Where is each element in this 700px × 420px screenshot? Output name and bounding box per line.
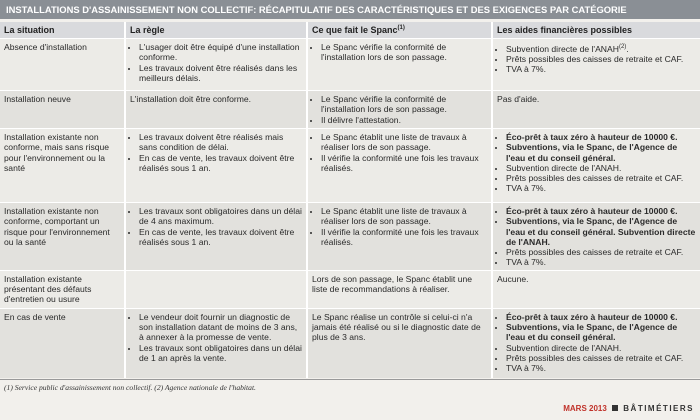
cell-aides [492, 308, 700, 378]
table-row [0, 270, 700, 308]
list-item: • Prêts possibles des caisses de retraite et CAF. [506, 247, 696, 257]
table-row [0, 39, 700, 91]
list-item: • TVA à 7%. [506, 64, 696, 74]
table-row [0, 308, 700, 378]
header-regle: La règle [125, 22, 307, 39]
square-separator-icon [612, 405, 618, 411]
list-item: • Il vérifie la conformité une fois les travaux réalisés. [321, 153, 487, 174]
cell-regle [125, 203, 307, 271]
aide-text: Subvention directe de l'ANAH [506, 43, 619, 54]
header-spanc-label: Ce que fait le Spanc [312, 25, 398, 35]
magazine-name: BÂTIMÉTIERS [623, 404, 694, 413]
cell-spanc [307, 91, 492, 129]
list-item: • Le vendeur doit fournir un diagnostic de son installation datant de moins de 3 ans, à annexer à la promesse de vente. [139, 312, 302, 343]
list-item: • Il vérifie la conformité une fois les travaux réalisés. [321, 227, 487, 248]
issue-date: MARS 2013 [563, 404, 607, 413]
cell-situation: Absence d'installation [0, 39, 125, 91]
cell-situation: Installation existante non conforme, comportant un risque pour l'environnement ou la santé [0, 203, 125, 271]
list-item: • Les travaux sont obligatoires dans un délai de 1 an après la vente. [139, 343, 302, 364]
list-item: • Subvention directe de l'ANAH. [506, 343, 696, 353]
list-item: • Subvention directe de l'ANAH$^{(2)}$. [506, 42, 696, 54]
table-row [0, 91, 700, 129]
cell-regle [125, 39, 307, 91]
cell-spanc [307, 39, 492, 91]
cell-aides [492, 39, 700, 91]
cell-situation: Installation existante non conforme, mais sans risque pour l'environnement ou la santé [0, 129, 125, 203]
cell-situation: Installation neuve [0, 91, 125, 129]
list-item: • Subventions, via le Spanc, de l'Agence de l'eau et du conseil général. [506, 322, 696, 343]
list-item: • Prêts possibles des caisses de retraite et CAF. [506, 173, 696, 183]
cell-aides: Aucune. [492, 270, 700, 308]
cell-regle [125, 270, 307, 308]
cell-spanc [307, 203, 492, 271]
cell-regle [125, 129, 307, 203]
summary-table [0, 22, 700, 378]
list-item: • Subventions, via le Spanc, de l'Agence de l'eau et du conseil général. Subvention directe de l'ANAH. [506, 216, 696, 247]
table-row [0, 203, 700, 271]
list-item: • Il délivre l'attestation. [321, 115, 487, 125]
list-item: • Les travaux doivent être réalisés dans les meilleurs délais. [139, 63, 302, 84]
header-row [0, 22, 700, 39]
list-item: • L'usager doit être équipé d'une installation conforme. [139, 42, 302, 63]
list-item: • En cas de vente, les travaux doivent être réalisés sous 1 an. [139, 227, 302, 248]
header-spanc [307, 22, 492, 39]
footnote: (1) Service public d'assainissement non collectif. (2) Agence nationale de l'habitat. [4, 383, 256, 392]
list-item: • Les travaux sont obligatoires dans un délai de 4 ans maximum. [139, 206, 302, 227]
cell-aides [492, 203, 700, 271]
cell-spanc [307, 129, 492, 203]
list-item: • Le Spanc vérifie la conformité de l'installation lors de son passage. [321, 94, 487, 115]
list-item: • Le Spanc établit une liste de travaux à réaliser lors de son passage. [321, 132, 487, 153]
list-item: • Prêts possibles des caisses de retraite et CAF. [506, 353, 696, 363]
list-item: • Les travaux doivent être réalisés mais sans condition de délai. [139, 132, 302, 153]
footnote-ref-1: (1) [397, 25, 405, 31]
list-item: • Prêts possibles des caisses de retraite et CAF. [506, 54, 696, 64]
cell-regle: L'installation doit être conforme. [125, 91, 307, 129]
table-title: INSTALLATIONS D'ASSAINISSEMENT NON COLLECTIF: RÉCAPITULATIF DES CARACTÉRISTIQUES ET DES EXIGENCES PAR CATÉGORIE [0, 0, 700, 19]
cell-regle [125, 308, 307, 378]
list-item: • TVA à 7%. [506, 257, 696, 267]
list-item: • Le Spanc établit une liste de travaux à réaliser lors de son passage. [321, 206, 487, 227]
list-item: • TVA à 7%. [506, 363, 696, 373]
cell-spanc: Le Spanc réalise un contrôle si celui-ci n'a jamais été réalisé ou si le diagnostic date de plus de 3 ans. [307, 308, 492, 378]
page-footer [563, 404, 694, 413]
cell-situation: Installation existante présentant des défauts d'entretien ou usure [0, 270, 125, 308]
list-item: • Le Spanc vérifie la conformité de l'installation lors de son passage. [321, 42, 487, 63]
list-item: • Éco-prêt à taux zéro à hauteur de 10000 €. [506, 132, 696, 142]
cell-situation: En cas de vente [0, 308, 125, 378]
footnote-ref-2: (2) [618, 44, 627, 50]
table-row [0, 129, 700, 203]
list-item: • Subventions, via le Spanc, de l'Agence de l'eau et du conseil général. [506, 142, 696, 163]
list-item: • Éco-prêt à taux zéro à hauteur de 10000 €. [506, 312, 696, 322]
list-item: • Éco-prêt à taux zéro à hauteur de 10000 €. [506, 206, 696, 216]
header-aides: Les aides financières possibles [492, 22, 700, 39]
footnote-divider [0, 379, 700, 380]
list-item: • TVA à 7%. [506, 183, 696, 193]
cell-aides [492, 129, 700, 203]
header-situation: La situation [0, 22, 125, 39]
list-item: • Subvention directe de l'ANAH. [506, 163, 696, 173]
list-item: • En cas de vente, les travaux doivent être réalisés sous 1 an. [139, 153, 302, 174]
cell-aides: Pas d'aide. [492, 91, 700, 129]
cell-spanc: Lors de son passage, le Spanc établit une liste de recommandations à réaliser. [307, 270, 492, 308]
